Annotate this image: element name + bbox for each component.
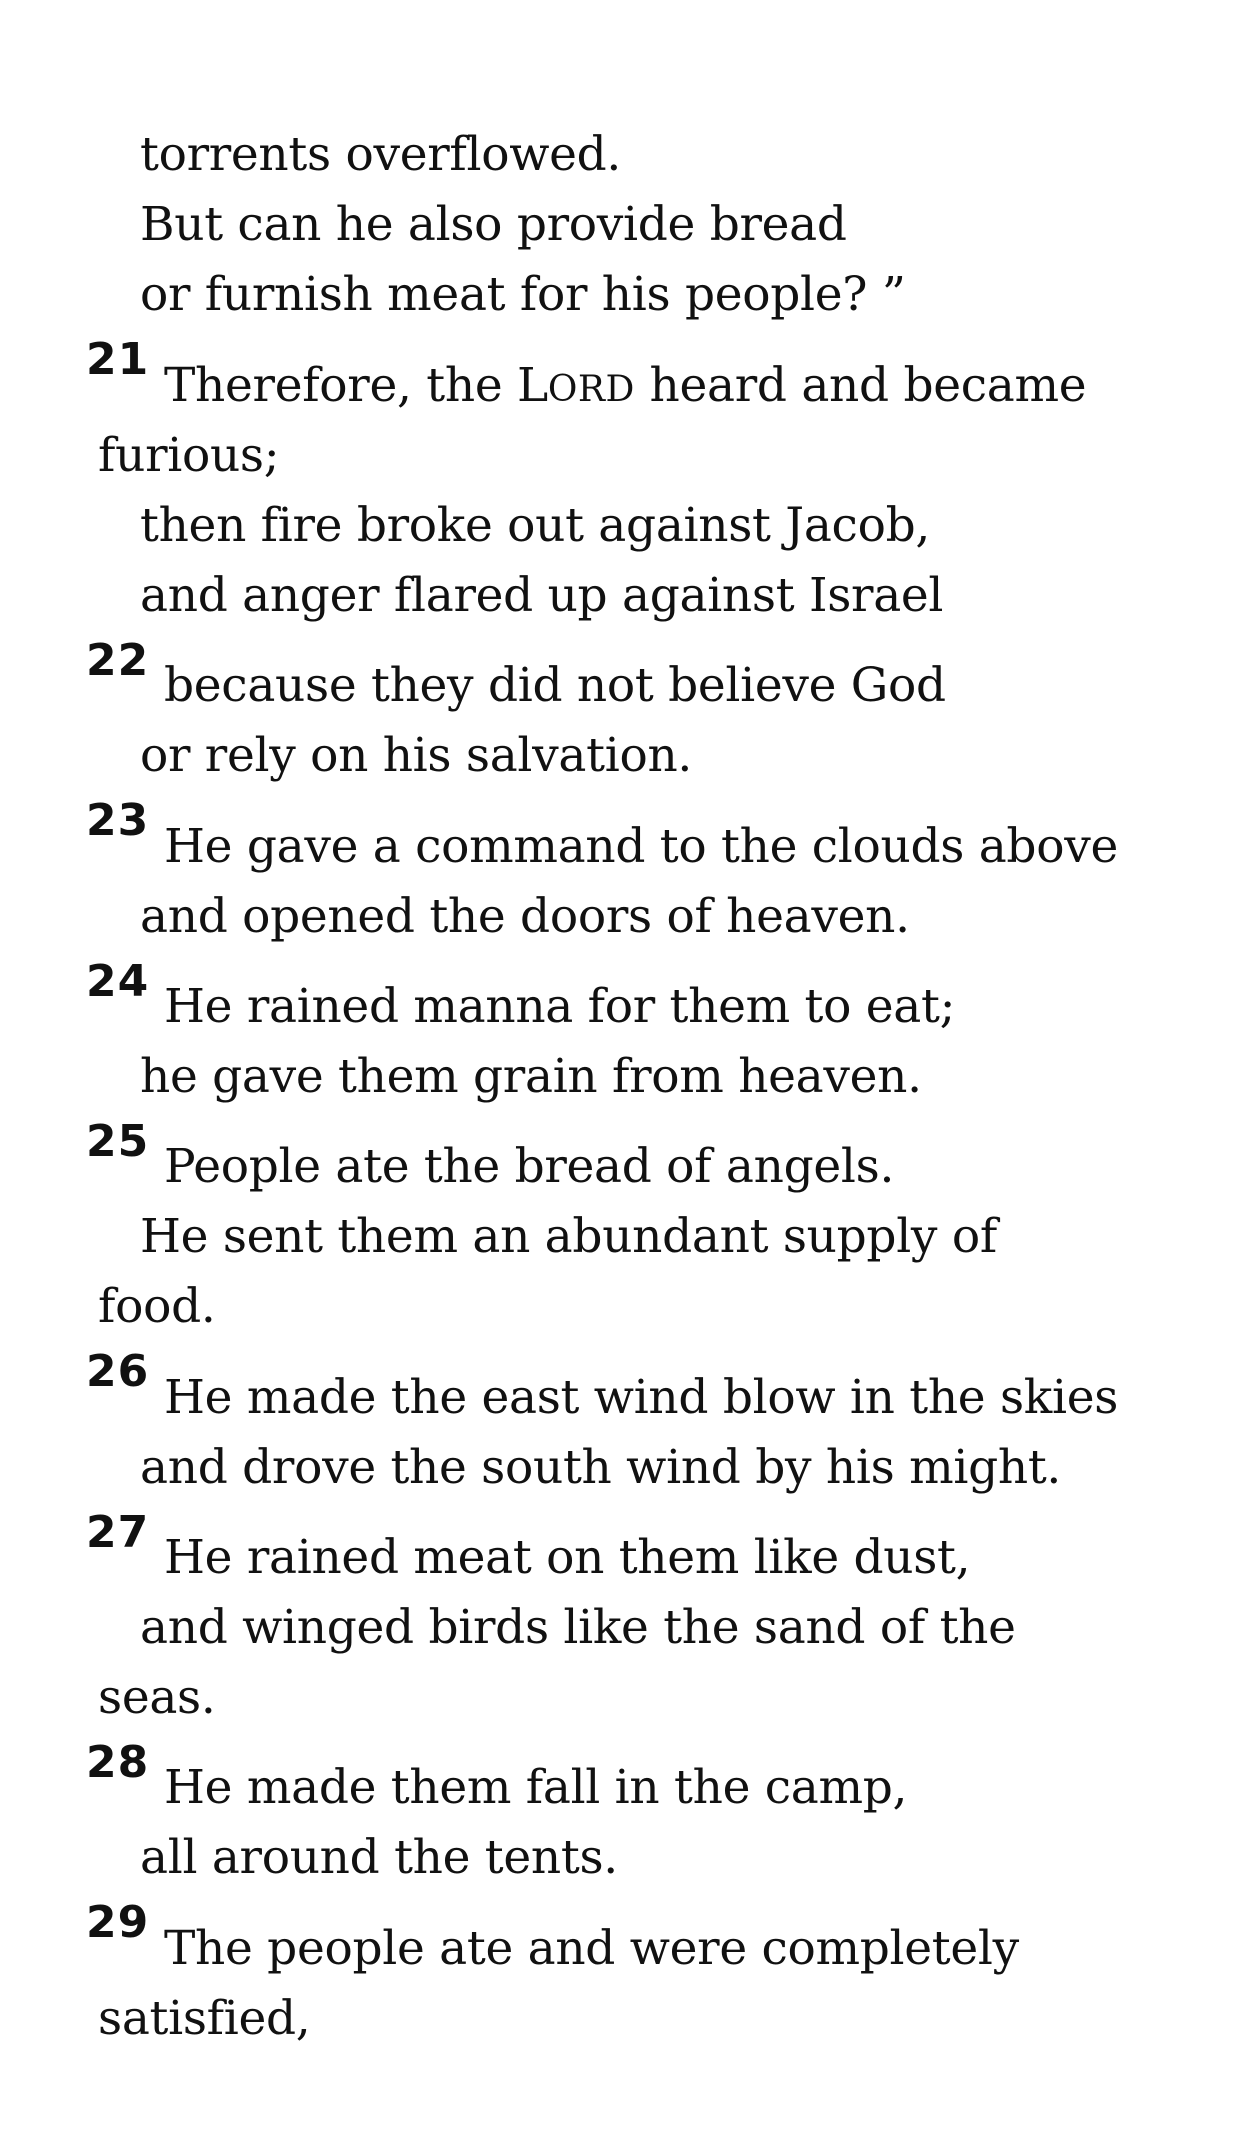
verse-number[interactable]: 21	[86, 334, 150, 385]
poetry-line: torrents overflowed.	[140, 127, 622, 182]
verse-number[interactable]: 24	[86, 956, 150, 1007]
lord-initial: L	[516, 358, 548, 413]
poetry-line: then fire broke out against Jacob,	[140, 498, 930, 553]
poetry-line: or rely on his salvation.	[140, 728, 693, 783]
poetry-line: he gave them grain from heaven.	[140, 1049, 922, 1104]
poetry-line: and anger flared up against Israel	[140, 568, 944, 623]
poetry-line: and winged birds like the sand of the	[140, 1600, 1016, 1655]
verse-number[interactable]: 22	[86, 635, 150, 686]
poetry-line: or furnish meat for his people? ”	[140, 267, 906, 322]
verse-number[interactable]: 28	[86, 1737, 150, 1788]
poetry-line: But can he also provide bread	[140, 197, 847, 252]
poetry-line-wrapped: food.	[98, 1279, 216, 1334]
verse-first-line: He rained meat on them like dust,	[164, 1530, 971, 1585]
poetry-line: He sent them an abundant supply of	[140, 1209, 997, 1264]
verse-first-line: He made them fall in the camp,	[164, 1760, 908, 1815]
verse-number[interactable]: 25	[86, 1116, 150, 1167]
verse-text: Therefore, the	[164, 358, 517, 413]
poetry-line: and opened the doors of heaven.	[140, 889, 910, 944]
poetry-line: and drove the south wind by his might.	[140, 1440, 1062, 1495]
verse-number[interactable]: 29	[86, 1897, 150, 1948]
verse-text: heard and became	[634, 358, 1087, 413]
verse-first-line	[164, 356, 1086, 420]
poetry-line-wrapped: seas.	[98, 1670, 216, 1725]
verse-first-line: The people ate and were completely	[164, 1921, 1019, 1976]
poetry-line: all around the tents.	[140, 1830, 618, 1885]
verse-first-line: He rained manna for them to eat;	[164, 979, 956, 1034]
verse-first-line: He made the east wind blow in the skies	[164, 1370, 1119, 1425]
verse-number[interactable]: 26	[86, 1346, 150, 1397]
lord-small-caps: ORD	[547, 369, 635, 410]
verse-number[interactable]: 27	[86, 1507, 150, 1558]
poetry-line-wrapped: satisfied,	[98, 1991, 311, 2046]
poetry-line-wrapped: furious;	[98, 428, 280, 483]
verse-first-line: People ate the bread of angels.	[164, 1139, 895, 1194]
verse-number[interactable]: 23	[86, 795, 150, 846]
verse-first-line: because they did not believe God	[164, 658, 946, 713]
verse-first-line: He gave a command to the clouds above	[164, 819, 1118, 874]
